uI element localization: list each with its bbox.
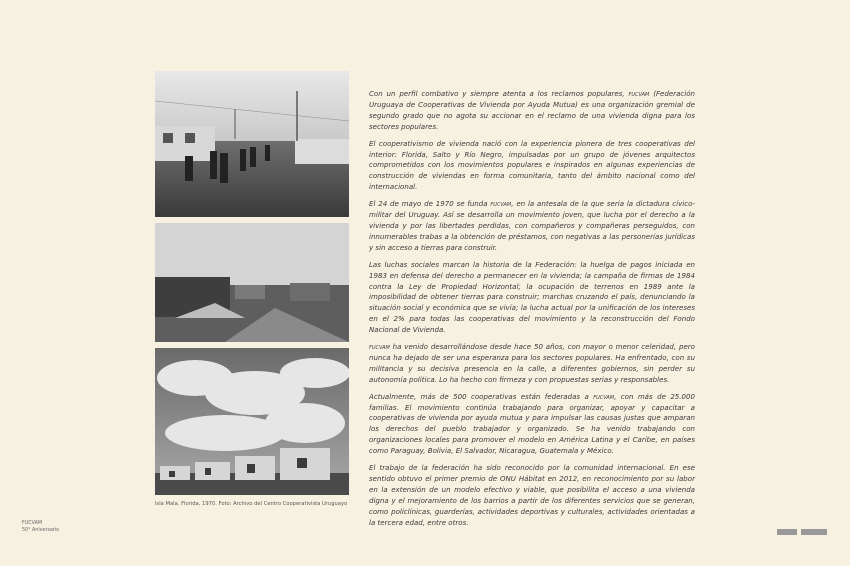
sponsor-logo-icon	[777, 529, 797, 535]
paragraph-struggles: Las luchas sociales marcan la historia de la Federación: la huelga de pagos iniciada en 1983 en defensa del derecho a permanecer en la vivienda; la campaña de firmas de 1984 contra la Ley de Propiedad Horizontal; la ocupación de terrenos en 1989 ante la imposibilidad de obtener tierras para construir; marchas cruzando el país, denunciando la situación social y económica que se vivía; la lucha actual por la unificación de los intereses en el 2% para todas las cooperativas del movimiento y la reconstrucción del Fondo Nacional de Vivienda.	[369, 259, 695, 335]
article-body	[369, 89, 695, 535]
footer-org-subtitle: 50° Aniversario	[22, 527, 60, 533]
paragraph-today: Actualmente, más de 500 cooperativas están federadas a fucvam, con más de 25.000 familias. El movimiento continúa trabajando para organizar, apoyar y capacitar a cooperativas de vivienda por ayuda mutua y para impulsar las causas justas que amparan los derechos del pueblo trabajador y organizado. Se ha venido trabajando con organizaciones locales para promover el modelo en América Latina y el Caribe, en países como Paraguay, Bolivia, El Salvador, Nicaragua, Guatemala y México.	[369, 391, 695, 456]
photo-street-scene	[155, 71, 349, 217]
paragraph-origins: El cooperativismo de vivienda nació con la experiencia pionera de tres cooperativas del interior: Florida, Salto y Río Negro, impulsadas por un grupo de jóvenes arquitectos comprometidos con los movimientos populares e inspirados en algunas experiencias de construcción de viviendas en forma comunitaria, tanto del ámbito nacional como del internacional.	[369, 138, 695, 192]
paragraph-fifty-years: fucvam ha venido desarrollándose desde hace 50 años, con mayor o menor celeridad, pero nunca ha dejado de ser una esperanza para los sectores populares. Ha enfrentado, con su militancia y su decisiva presencia en la calle, a diferentes gobiernos, sin perder su autonomía política. Lo ha hecho con firmeza y con propuestas serias y responsables.	[369, 342, 695, 384]
photo-column	[155, 71, 349, 501]
photo-caption: Isla Mala. Florida, 1970. Foto: Archivo del Centro Cooperativista Uruguayo	[155, 501, 348, 507]
sponsor-logo-icon	[801, 529, 827, 535]
photo-houses-clouds	[155, 348, 349, 495]
sponsor-logos	[777, 527, 835, 537]
photo-construction	[155, 223, 349, 342]
paragraph-recognition: El trabajo de la federación ha sido reconocido por la comunidad internacional. En ese sentido obtuvo el primer premio de ONU Hábitat en 2012, en reconocimiento por su labor en la extensión de un modelo efectivo y viable, que posibilita el acceso a una vivienda digna y el mejoramiento de los barrios a partir de los diferentes servicios que se generan, como policlínicas, guarderías, actividades deportivas y culturales, actividades orientadas a la tercera edad, entre otros.	[369, 463, 695, 527]
footer-org-name: FUCVAM	[22, 521, 43, 526]
paragraph-intro: Con un perfil combativo y siempre atenta a los reclamos populares, fucvam (Federación Uruguaya de Cooperativas de Vivienda por Ayuda Mutua) es una organización gremial de segundo grado que no agota su accionar en el reclamo de una vivienda digna para los sectores populares.	[369, 89, 695, 131]
footer-org	[22, 521, 59, 534]
paragraph-founding: El 24 de mayo de 1970 se funda fucvam, en la antesala de la que sería la dictadura cívico-militar del Uruguay. Así se desarrolla un movimiento joven, que lucha por el derecho a la vivienda y por las libertades perdidas, con compañeros y compañeras perseguidos, con innumerables trabas a la obtención de préstamos, con negativas a las personerías jurídicas y sin acceso a tierras para construir.	[369, 199, 695, 252]
